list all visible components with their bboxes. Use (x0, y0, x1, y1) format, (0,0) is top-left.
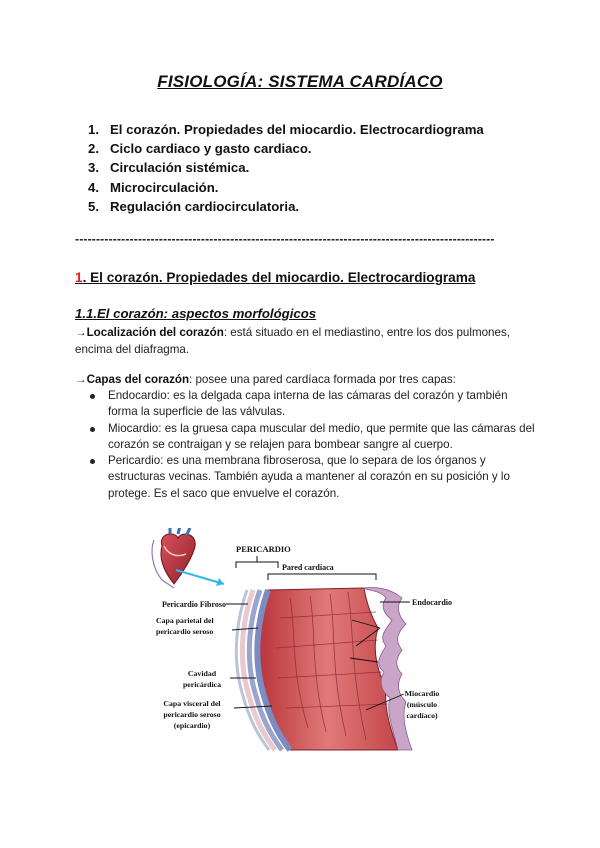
arrow-icon: → (75, 326, 87, 339)
capas-label: Capas del corazón (86, 373, 190, 386)
heart-wall-illustration (140, 528, 470, 758)
dashed-divider: ---------------------------------------------------------------------------------------------------- (75, 232, 495, 246)
capas-text: : posee una pared cardíaca formada por tres capas: (189, 373, 456, 386)
label-capa-visceral-2: pericardio seroso (163, 710, 221, 719)
subsection-heading: 1.1.El corazón: aspectos morfológicos (75, 306, 317, 321)
pointer-arrow-icon (176, 570, 224, 584)
label-miocardio: Miocardio (404, 689, 440, 698)
heart-thumbnail (152, 528, 195, 588)
toc-item: 3. Circulación sistémica. (88, 160, 250, 176)
document-title: FISIOLOGÍA: SISTEMA CARDÍACO (157, 72, 443, 91)
arrow-icon: → (75, 373, 87, 386)
list-item: Miocardio: es la gruesa capa muscular del medio, que permite que las cámaras del corazón se contraigan y se relajen para bombear sangre al cuerpo. (75, 421, 535, 454)
heart-wall-section (236, 587, 412, 750)
toc-item: 5. Regulación cardiocirculatoria. (88, 198, 300, 214)
label-cavidad: Cavidad (187, 669, 217, 678)
capas-list (75, 388, 535, 502)
label-capa-visceral-3: (epicardio) (173, 721, 211, 730)
localizacion-text: : está situado en el mediastino, entre los dos pulmones, encima del diafragma. (75, 326, 510, 356)
localizacion-paragraph (75, 325, 535, 358)
toc-item: 1. El corazón. Propiedades del miocardio. Electrocardiograma (88, 122, 484, 137)
label-pericardio: PERICARDIO (236, 544, 291, 554)
label-miocardio-2: (músculo (406, 700, 438, 709)
label-endocardio: Endocardio (412, 598, 453, 607)
section-title: . El corazón. Propiedades del miocardio. Electrocardiograma (82, 270, 476, 285)
label-cavidad-2: pericárdica (182, 680, 222, 689)
list-item: Pericardio: es una membrana fibroserosa, que lo separa de los órganos y estructuras vecinas. También ayuda a mantener al corazón en su posición y lo protege. Es el saco que envuelve el corazón. (75, 453, 535, 502)
label-capa-visceral: Capa visceral del (163, 699, 221, 708)
label-pared-cardiaca: Pared cardíaca (282, 563, 334, 572)
capas-paragraph (75, 372, 535, 389)
list-item: Endocardio: es la delgada capa interna de las cámaras del corazón y también forma la superficie de las válvulas. (75, 388, 535, 421)
label-capa-parietal-2: pericardio seroso (156, 627, 214, 636)
toc-item: 2. Ciclo cardiaco y gasto cardiaco. (88, 141, 312, 157)
section-heading (75, 270, 475, 285)
section-number: 1 (75, 270, 83, 285)
localizacion-label: Localización del corazón (86, 326, 224, 339)
label-miocardio-3: cardíaco) (406, 711, 438, 720)
label-pericardio-fibroso: Pericardio Fibroso (161, 600, 226, 609)
label-capa-parietal: Capa parietal del (156, 616, 214, 625)
toc-item: 4. Microcirculación. (88, 179, 219, 195)
table-of-contents (88, 120, 484, 216)
